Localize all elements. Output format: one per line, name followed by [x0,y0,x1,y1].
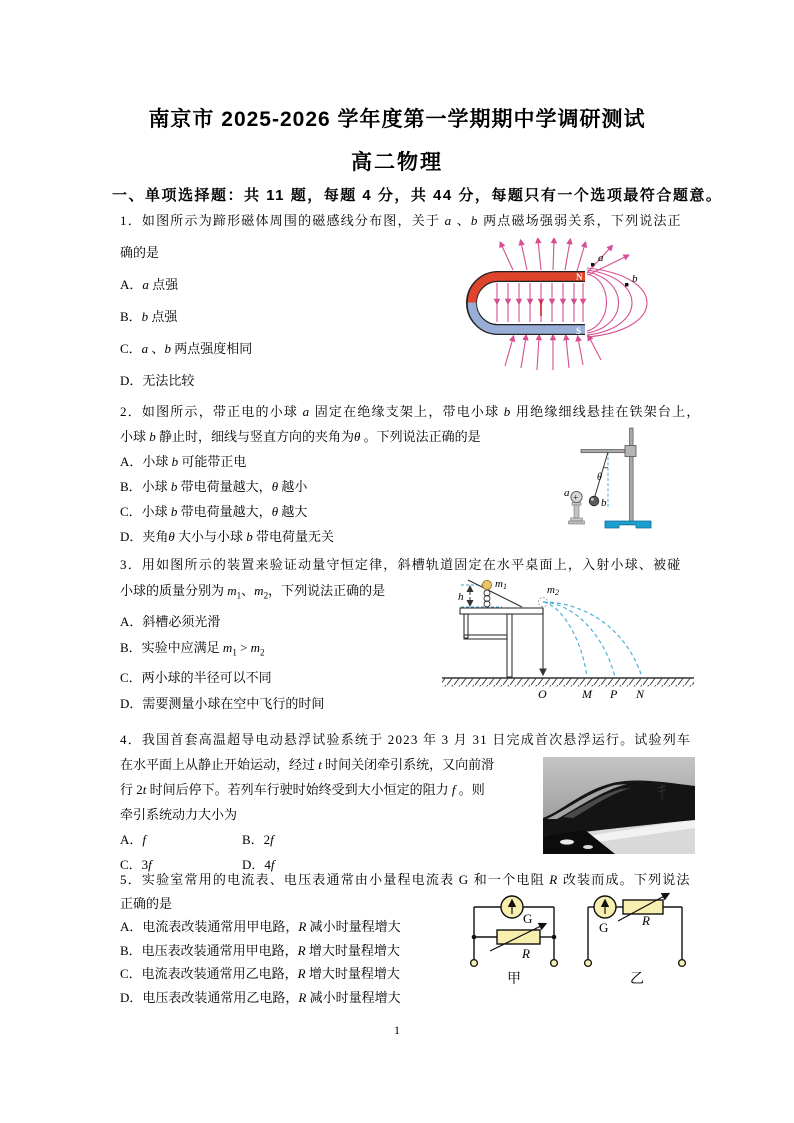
question-4-option-d: D．4f [242,857,275,872]
question-5-option-a: A．电流表改装通常用甲电路，R 减小时量程增大 [120,919,401,934]
question-5-line-2: 正确的是 [120,895,173,911]
question-3-option-a: A．斜槽必须光滑 [120,613,221,629]
exam-subtitle: 高二物理 [351,151,443,174]
ball-support-column [484,590,490,607]
glint-1 [560,839,574,844]
ground-hatching [442,679,694,687]
point-p-label: P [610,687,618,701]
question-3-option-b: B．实验中应满足 $m_1 > m_2$ [120,639,265,658]
g-label-jia: G [523,911,533,926]
ball-a-label: a [564,487,570,499]
n-pole-label: N [576,272,583,282]
question-2-option-a: A．小球 b 可能带正电 [120,454,247,469]
maglev-train-photo [543,757,695,854]
question-4-option-c: C．3f [120,857,152,872]
question-2-line-1: 2．如图所示，带正电的小球 a 固定在绝缘支架上，带电小球 b 用绝缘细线悬挂在铁架台上， [120,404,701,419]
point-o-label: O [538,687,547,701]
m2-label: m2 [547,584,559,597]
question-4-option-a: A．f [120,832,147,847]
field-lines-down-fan [505,337,601,370]
r-label-jia: R [522,946,530,961]
section-heading: 一、单项选择题：共 11 题，每题 4 分，共 44 分，每题只有一个选项最符合题意。 [112,187,723,204]
point-a-label: a [598,252,604,264]
terminal-jia-left [471,960,478,967]
yi-label: 乙 [630,972,644,987]
question-5-option-b: B．电压表改装通常用甲电路，R 增大时量程增大 [120,942,400,958]
iron-stand [581,428,651,528]
charged-pendulum-figure [555,420,700,550]
circuit-yi [585,894,686,987]
question-1-option-b: B．b 点强 [120,309,178,324]
ball-b-highlight [591,498,594,501]
trajectories [543,602,642,677]
ball-a-plus: + [573,492,579,503]
question-2-option-d: D．夹角θ 大小与小球 b 带电荷量无关 [120,529,335,544]
stand-base [605,521,651,528]
theta-arc [604,467,609,468]
point-n-label: N [636,687,645,701]
question-5-option-d: D．电压表改装通常用乙电路，R 减小时量程增大 [120,989,401,1005]
question-1-option-a: A．a 点强 [120,277,179,292]
insulating-support [569,503,585,525]
question-4-line-1: 4．我国首套高温超导电动悬浮试验系统于 2023 年 3 月 31 日完成首次悬浮运行。试验列车 [120,732,692,747]
field-lines-up-fan [501,240,627,275]
point-a-dot [591,263,594,266]
question-5-option-c: C．电流表改装通常用乙电路，R 增大时量程增大 [120,966,400,981]
junction-dot-right [552,935,557,940]
g-label-yi: G [599,920,609,935]
question-3-line-1: 3．用如图所示的装置来验证动量守恒定律，斜槽轨道固定在水平桌面上，入射小球、被碰 [120,557,682,572]
junction-dot-left [472,935,477,940]
question-5-line-1: 5．实验室常用的电流表、电压表通常由小量程电流表 G 和一个电阻 R 改装而成。下列说法 [120,872,691,887]
point-b-label: b [632,273,638,285]
terminal-yi-left [585,960,592,967]
jia-label: 甲 [507,972,521,987]
point-b-dot [625,283,628,286]
question-2-option-b: B．小球 b 带电荷量越大，θ 越小 [120,479,308,494]
terminal-jia-right [551,960,558,967]
glint-2 [583,845,593,849]
question-2-option-c: C．小球 b 带电荷量越大，θ 越大 [120,504,308,519]
terminal-yi-right [679,960,686,967]
ball-m1 [482,580,491,589]
ball-b-label: b [601,497,607,509]
point-m-label: M [582,687,592,701]
question-4-option-b: B．2f [242,832,274,847]
question-1-option-c: C．a 、b 两点强度相同 [120,341,253,356]
horseshoe-magnet-figure [453,238,655,374]
s-pole-label: S [576,326,582,336]
h-label: h [458,591,464,603]
field-lines-inner [497,283,583,322]
question-1-line-1: 1．如图所示为蹄形磁体周围的磁感线分布图，关于 a 、b 两点磁场强弱关系，下列说法正 [120,213,682,228]
question-2-line-2: 小球 b 静止时，细线与竖直方向的夹角为θ 。下列说法正确的是 [120,429,481,444]
projectile-apparatus-figure [440,573,696,703]
circuit-diagrams-figure [460,890,692,1015]
question-3-line-2: 小球的质量分别为 $m_1$、$m_2$，下列说法正确的是 [120,583,386,601]
question-4-line-2: 在水平面上从静止开始运动，经过 t 时间关闭牵引系统，又向前滑 [120,757,495,772]
question-3-option-c: C．两小球的半径可以不同 [120,670,272,686]
question-1-option-d: D．无法比较 [120,373,195,388]
question-4-line-3: 行 2t 时间后停下。若列车行驶时始终受到大小恒定的阻力 f 。则 [120,782,485,797]
m1-label: m1 [495,578,507,591]
table [460,608,543,677]
circuit-jia [471,896,558,987]
r-label-yi: R [642,913,650,928]
field-lines-outer [587,268,647,337]
exam-title: 南京市 2025-2026 学年度第一学期期中学调研测试 [148,108,646,131]
ball-b [589,496,599,506]
question-4-line-4: 牵引系统动力大小为 [120,807,238,822]
question-1-line-2: 确的是 [120,245,160,260]
magnet-body [472,277,586,330]
question-3-option-d: D．需要测量小球在空中飞行的时间 [120,696,325,712]
theta-label: θ [597,472,602,483]
page-number: 1 [394,1023,400,1037]
